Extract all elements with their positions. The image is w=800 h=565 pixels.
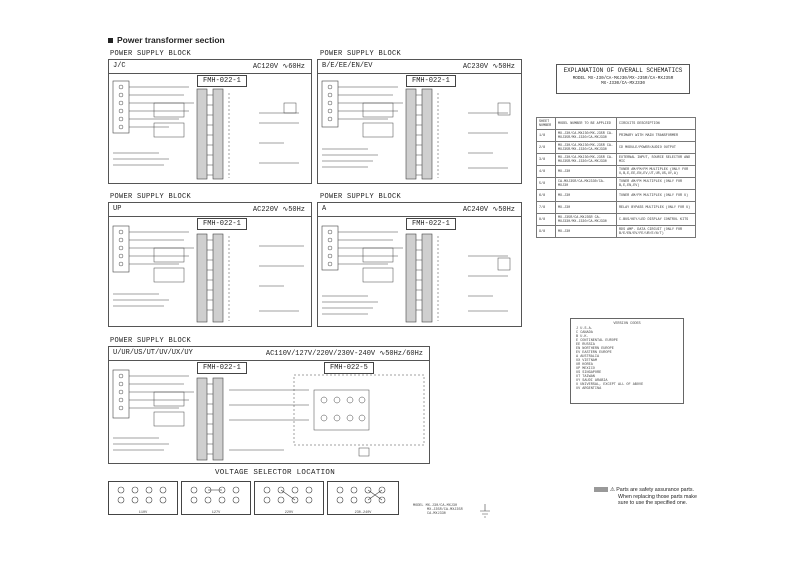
table-row: 8/8 MX-J35R/CA-MXJ35R CA-MXJ330/MX-J330/CA-MXJ330 C-BUS/KEY/LED DISPLAY CONTROL KITS — [537, 214, 696, 226]
schematic-up — [109, 216, 311, 326]
version-codes-title: VERSION CODES — [613, 322, 641, 326]
safety-warning: ⚠ Parts are safety assurance parts. When replacing those parts make sure to use the specified one. — [594, 487, 704, 507]
table-row: 1/8 MX-J30/CA-MXJ30/MX-J35R CA-MXJ35R/MX-J330/CA-MXJ330 PRIMARY WITH MAIN TRANSFORMER — [537, 130, 696, 142]
selector-position-220v — [254, 481, 324, 515]
list-item: UV ARGENTINA — [576, 387, 602, 391]
selector-label: 110V — [138, 511, 148, 515]
selector-diagram — [109, 482, 177, 506]
list-item: J U.S.A. — [576, 327, 593, 331]
block-title: POWER SUPPLY BLOCK — [110, 337, 192, 345]
selector-label: 127V — [211, 511, 221, 515]
voltage-selector-model: FMH-022-5 — [324, 362, 374, 374]
block-region: J/C — [113, 62, 126, 70]
explanation-header — [556, 64, 690, 94]
transformer-model: FMH-022-1 — [197, 362, 247, 374]
list-item: C CANADA — [576, 331, 593, 335]
table-header: SHEET NUMBER MODEL NUMBER TO BE APPLIED CIRCUITS DESCRIPTION — [537, 118, 696, 130]
table-row: 4/8 MX-J30 TUNER AM/FM/FM MULTIPLEX (ONLY FOR U,B,E,EE,EN,EV,UT,UR,US,UY,A) — [537, 166, 696, 178]
block-voltage: AC220V ∿50Hz — [252, 206, 305, 214]
table-row: 3/8 MX-J30/CA-MXJ30/MX-J35R CA-MXJ35R/MX-J330/CA-MXJ330 EXTERNAL INPUT, SOURCE SELECTOR AND MIC — [537, 154, 696, 166]
block-voltage: AC240V ∿50Hz — [462, 206, 515, 214]
table-row: 7/8 MX-J30 RELAY BYPASS MULTIPLEX (ONLY FOR U) — [537, 202, 696, 214]
power-supply-block-up — [108, 202, 312, 327]
block-region: A — [322, 205, 327, 213]
explanation-subtitle: MX-J330/CA-MXJ330 — [601, 81, 645, 86]
transformer-model: FMH-022-1 — [406, 218, 456, 230]
version-codes-box — [570, 318, 684, 404]
block-region: UP — [113, 205, 122, 213]
square-bullet-icon — [108, 38, 113, 43]
table-row: 5/8 CA-MXJ35R/CA-MXJ330/CA-MXJ30 TUNER AM/FM MULTIPLEX (ONLY FOR B,E,EN,EV) — [537, 178, 696, 190]
explanation-table — [536, 117, 696, 238]
power-supply-block-jc — [108, 59, 312, 184]
schematic-a — [318, 216, 521, 326]
schematic-u — [109, 360, 429, 463]
list-item: U UNIVERSAL, EXCEPT ALL OF ABOVE — [576, 383, 644, 387]
list-item: UY SAUDI ARABIA — [576, 379, 608, 383]
explanation-subtitle: MODEL MX-J30/CA-MXJ30/MX-J35R/CA-MXJ35R — [572, 76, 674, 81]
section-title: Power transformer section — [108, 35, 225, 45]
list-item: US SINGAPORE — [576, 371, 602, 375]
transformer-model: FMH-022-1 — [406, 75, 456, 87]
table-row: 6/8 MX-J30 TUNER AM/FM MULTIPLEX (ONLY FOR U) — [537, 190, 696, 202]
list-item: UP MEXICO — [576, 367, 595, 371]
selector-label: 220V — [284, 511, 294, 515]
transformer-model: FMH-022-1 — [197, 75, 247, 87]
schematic-jc — [109, 73, 311, 183]
gray-swatch-icon — [594, 487, 608, 492]
block-title: POWER SUPPLY BLOCK — [110, 193, 192, 201]
warning-triangle-icon: ⚠ — [610, 487, 615, 493]
selector-diagram — [255, 482, 323, 506]
list-item: UR KOREA — [576, 363, 593, 367]
block-title: POWER SUPPLY BLOCK — [320, 50, 402, 58]
block-region: B/E/EE/EN/EV — [322, 62, 373, 70]
selector-diagram — [182, 482, 250, 506]
block-title: POWER SUPPLY BLOCK — [110, 50, 192, 58]
list-item: A AUSTRALIA — [576, 355, 600, 359]
power-supply-block-b — [317, 59, 522, 184]
ground-symbol-icon — [478, 503, 492, 519]
voltage-selector-title: VOLTAGE SELECTOR LOCATION — [215, 469, 336, 477]
table-row: 2/8 MX-J30/CA-MXJ30/MX-J35R CA-MXJ35R/MX-J330/CA-MXJ330 CD MODULE/POWER/AUDIO OUTPUT — [537, 142, 696, 154]
power-supply-block-a — [317, 202, 522, 327]
explanation-title: EXPLANATION OF OVERALL SCHEMATICS — [563, 67, 683, 74]
selector-position-110v — [108, 481, 178, 515]
selector-diagram — [328, 482, 398, 506]
voltage-selector-row — [108, 481, 430, 515]
schematic-b — [318, 73, 521, 183]
model-note: MODEL MX-J30/CA-MXJ30 MX-J35R/CA-MXJ35R CA-MXJ330 — [413, 504, 463, 516]
table-row: 9/8 MX-J30 RDS AMP. DATA CIRCUIT (ONLY FOR B/E/EN/EV/FE/UR/E/N/T) — [537, 226, 696, 238]
selector-position-230-240v — [327, 481, 399, 515]
block-voltage: AC230V ∿50Hz — [462, 63, 515, 71]
list-item: UX VIETNAM — [576, 359, 598, 363]
list-item: EN NORTHERN EUROPE — [576, 347, 614, 351]
list-item: B U.K. — [576, 335, 589, 339]
selector-label: 230-240V — [354, 511, 372, 515]
block-voltage: AC110V/127V/220V/230V-240V ∿50Hz/60Hz — [265, 350, 423, 358]
block-voltage: AC120V ∿60Hz — [252, 63, 305, 71]
block-title: POWER SUPPLY BLOCK — [320, 193, 402, 201]
block-region: U/UR/US/UT/UV/UX/UY — [113, 349, 193, 357]
list-item: UT TAIWAN — [576, 375, 595, 379]
list-item: EV EASTERN EUROPE — [576, 351, 612, 355]
selector-position-127v — [181, 481, 251, 515]
power-supply-block-u — [108, 346, 430, 464]
transformer-model: FMH-022-1 — [197, 218, 247, 230]
list-item: EE RUSSIA — [576, 343, 595, 347]
list-item: E CONTINENTAL EUROPE — [576, 339, 619, 343]
